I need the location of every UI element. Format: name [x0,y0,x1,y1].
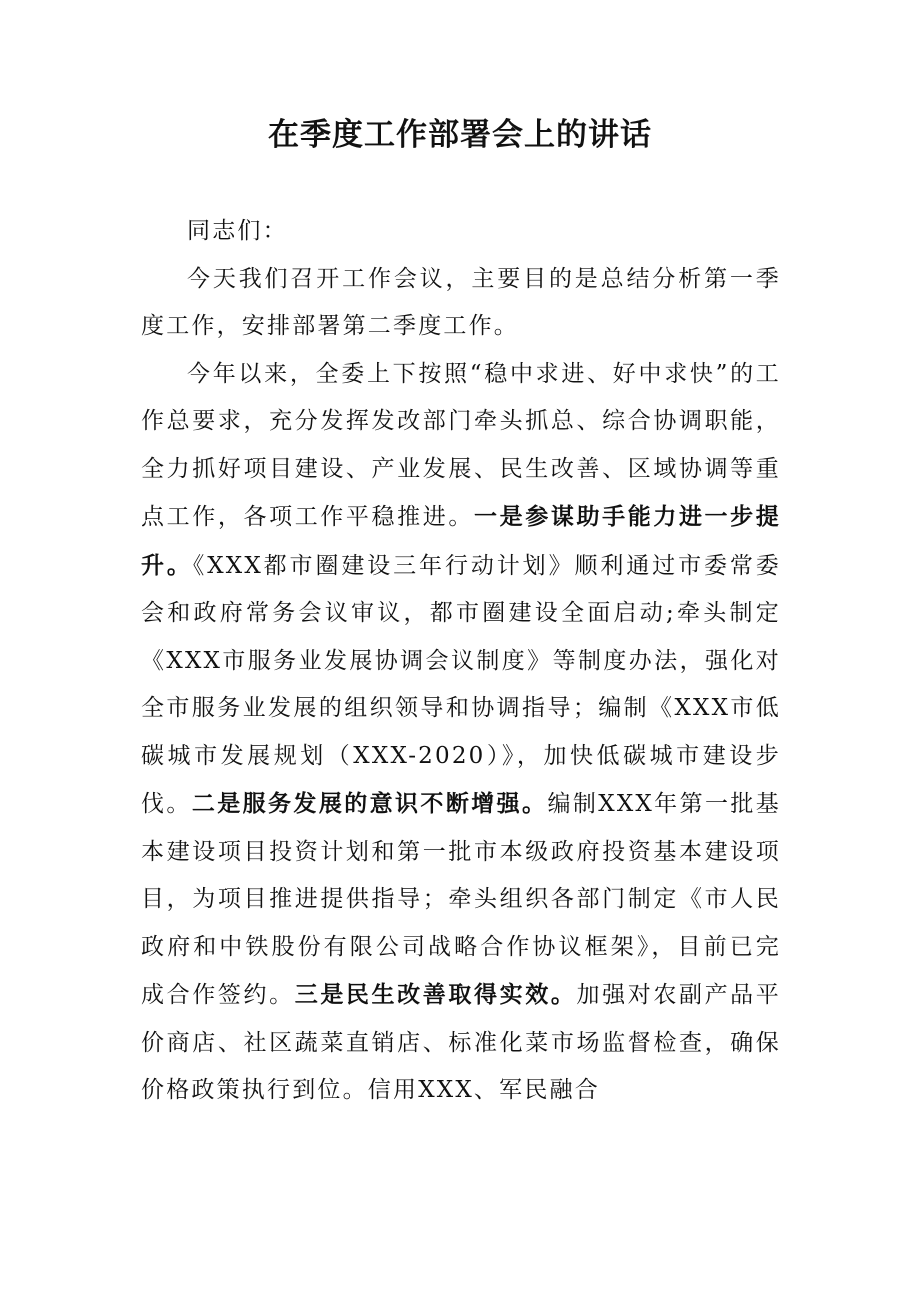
summary-paragraph [141,351,781,1115]
summary-text-1: 今年以来，全委上下按照“稳中求进、好中求快”的工作总要求，充分发挥发改部门牵头抓总、综合协调职能，全力抓好项目建设、产业发展、民生改善、区域协调等重点工作，各项工作平稳推进。 [141,360,781,530]
highlight-point-1: 一是参谋助手能力进一步提升。 [141,503,781,579]
highlight-point-2: 二是服务发展的意识不断增强。 [191,790,548,817]
highlight-point-3: 三是民生改善取得实效。 [294,981,577,1008]
summary-text-4: 加强对农副产品平价商店、社区蔬菜直销店、标准化菜市场监督检查，确保价格政策执行到位。信用XXX、军民融合 [141,982,781,1103]
summary-text-3: 编制XXX年第一批基本建设项目投资计划和第一批市本级政府投资基本建设项目，为项目推进提供指导；牵头组织各部门制定《市人民政府和中铁股份有限公司战略合作协议框架》，目前已完成合作签约。 [141,791,781,1008]
summary-text-2: 《XXX都市圈建设三年行动计划》顺利通过市委常委会和政府常务会议审议，都市圈建设全面启动;牵头制定《XXX市服务业发展协调会议制度》等制度办法，强化对全市服务业发展的组织领导和协调指导；编制《XXX市低碳城市发展规划（XXX-2020）》，加快低碳城市建设步伐。 [141,552,781,817]
intro-paragraph: 今天我们召开工作会议，主要目的是总结分析第一季度工作，安排部署第二季度工作。 [141,265,781,339]
greeting-paragraph: 同志们： [187,218,288,244]
document-title: 在季度工作部署会上的讲话 [268,117,652,153]
document-body [141,208,781,1115]
